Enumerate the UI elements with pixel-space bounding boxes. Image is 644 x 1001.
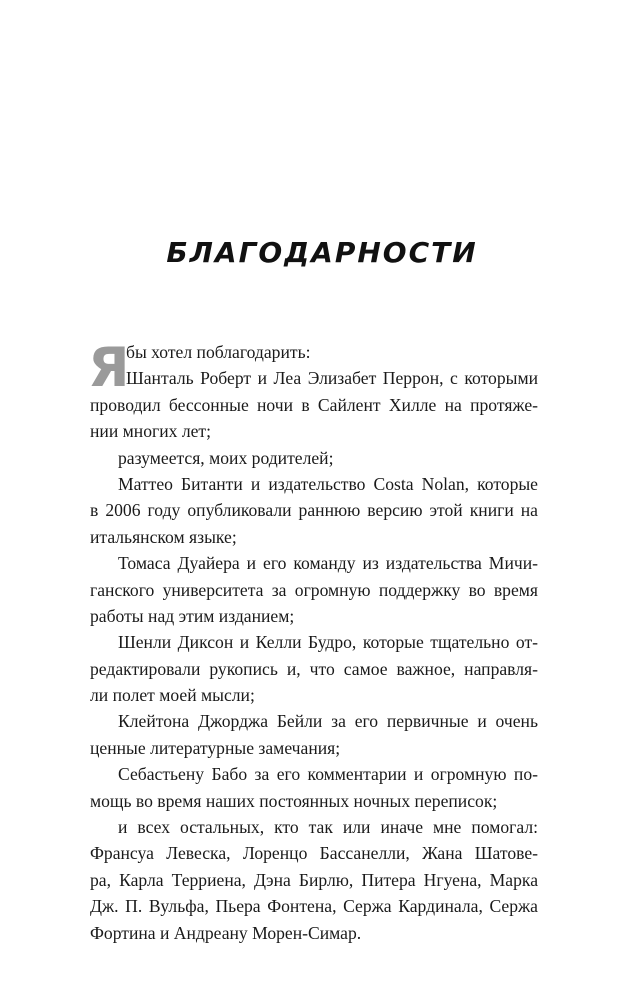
text-line: Шанталь Роберт и Леа Элизабет Перрон, с которыми: [126, 368, 538, 389]
text-line: Шенли Диксон и Келли Будро, которые тщательно от-: [118, 632, 538, 653]
text-line: Томаса Дуайера и его команду из издательства Мичи-: [118, 553, 538, 574]
drop-cap: Я: [88, 336, 130, 399]
text-line: ценные литературные замечания;: [90, 737, 341, 758]
text-line: работы над этим изданием;: [90, 605, 295, 626]
page-title: БЛАГОДАРНОСТИ: [166, 236, 478, 269]
text-line: итальянском языке;: [90, 526, 237, 547]
text-line: Маттео Битанти и издательство Costa Nolan, которые: [118, 473, 538, 494]
text-line: ра, Карла Терриена, Дэна Бирлю, Питера Нгуена, Марка: [90, 869, 538, 890]
text-line: нии многих лет;: [90, 421, 211, 442]
text-line: Фортина и Андреану Морен-Симар.: [90, 922, 362, 943]
text-line: Дж. П. Вульфа, Пьера Фонтена, Сержа Кардинала, Сержа: [90, 896, 538, 917]
text-line: ли полет моей мысли;: [90, 685, 255, 706]
text-line: и всех остальных, кто так или иначе мне помогал:: [118, 817, 538, 838]
text-line: редактировали рукопись и, что самое важное, направля-: [90, 658, 538, 679]
first-paragraph: [88, 336, 538, 399]
text-line: проводил бессонные ночи в Сайлент Хилле на протяже-: [90, 394, 538, 415]
text-line: разумеется, моих родителей;: [118, 447, 334, 468]
text-line: в 2006 году опубликовали раннюю версию этой книги на: [90, 500, 538, 521]
text-line: бы хотел поблагодарить:: [126, 342, 311, 362]
text-line: ганского университета за огромную поддержку во время: [90, 579, 538, 600]
acknowledgements-text: [88, 336, 538, 946]
text-line: Себастьену Бабо за его комментарии и огромную по-: [118, 764, 538, 785]
text-line: Клейтона Джорджа Бейли за его первичные и очень: [118, 711, 538, 732]
text-line: Франсуа Левеска, Лоренцо Бассанелли, Жана Шатове-: [90, 843, 538, 864]
text-line: мощь во время наших постоянных ночных переписок;: [90, 790, 498, 811]
